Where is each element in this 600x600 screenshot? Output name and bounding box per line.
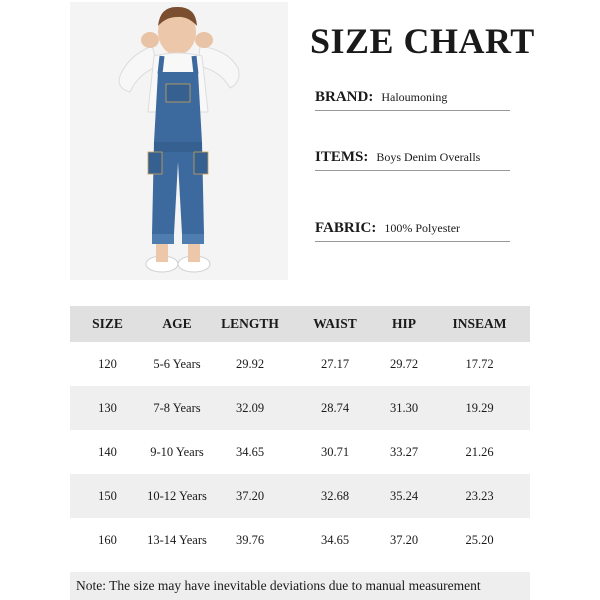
- cell-size: 150: [98, 488, 117, 503]
- header-hip: HIP: [391, 316, 416, 331]
- cell-age: 9-10 Years: [150, 444, 204, 459]
- page-title: SIZE CHART: [310, 21, 535, 61]
- cell-hip: 33.27: [389, 444, 419, 459]
- cell-hip: 31.30: [389, 400, 419, 415]
- cell-waist: 32.68: [320, 488, 350, 503]
- boy-in-denim-overalls-image: [70, 2, 288, 280]
- cell-waist: 30.71: [320, 444, 350, 459]
- cell-hip: 37.20: [389, 532, 419, 547]
- brand-label: BRAND:: [315, 89, 374, 105]
- cell-length: 29.92: [235, 356, 265, 371]
- cell-size: 160: [98, 532, 117, 547]
- cell-hip: 35.24: [389, 488, 419, 503]
- items-row: [315, 148, 510, 171]
- cell-age: 13-14 Years: [147, 532, 207, 547]
- cell-size: 140: [98, 444, 117, 459]
- items-label: ITEMS:: [315, 149, 369, 165]
- cell-waist: 27.17: [320, 356, 350, 371]
- cell-age: 7-8 Years: [153, 400, 201, 415]
- table-row: [70, 430, 530, 474]
- header-length: LENGTH: [221, 316, 279, 331]
- cell-waist: 28.74: [320, 400, 350, 415]
- table-row: [70, 386, 530, 430]
- cell-length: 39.76: [235, 532, 265, 547]
- cell-hip: 29.72: [389, 356, 419, 371]
- product-photo: [70, 2, 288, 280]
- table-row: [70, 518, 530, 562]
- header-inseam: INSEAM: [452, 316, 507, 331]
- cell-inseam: 17.72: [465, 356, 494, 371]
- cell-length: 32.09: [235, 400, 265, 415]
- header-waist: WAIST: [313, 316, 357, 331]
- table-row: [70, 474, 530, 518]
- header-size: SIZE: [92, 316, 123, 331]
- cell-age: 10-12 Years: [147, 488, 207, 503]
- brand-value: Haloumoning: [381, 90, 448, 104]
- cell-inseam: 19.29: [465, 400, 494, 415]
- cell-inseam: 25.20: [465, 532, 494, 547]
- cell-inseam: 21.26: [465, 444, 494, 459]
- header-age: AGE: [162, 316, 192, 331]
- cell-size: 130: [98, 400, 117, 415]
- cell-length: 37.20: [235, 488, 265, 503]
- cell-waist: 34.65: [320, 532, 350, 547]
- table-row: [70, 342, 530, 386]
- fabric-value: 100% Polyester: [384, 221, 461, 235]
- measurement-note: Note: The size may have inevitable deviations due to manual measurement: [70, 572, 530, 600]
- cell-inseam: 23.23: [465, 488, 494, 503]
- size-table: [70, 306, 530, 562]
- cell-length: 34.65: [235, 444, 265, 459]
- table-header: [70, 306, 530, 342]
- items-value: Boys Denim Overalls: [376, 150, 481, 164]
- brand-row: [315, 88, 510, 111]
- fabric-row: [315, 219, 510, 242]
- cell-size: 120: [98, 356, 117, 371]
- cell-age: 5-6 Years: [153, 356, 201, 371]
- fabric-label: FABRIC:: [315, 220, 377, 236]
